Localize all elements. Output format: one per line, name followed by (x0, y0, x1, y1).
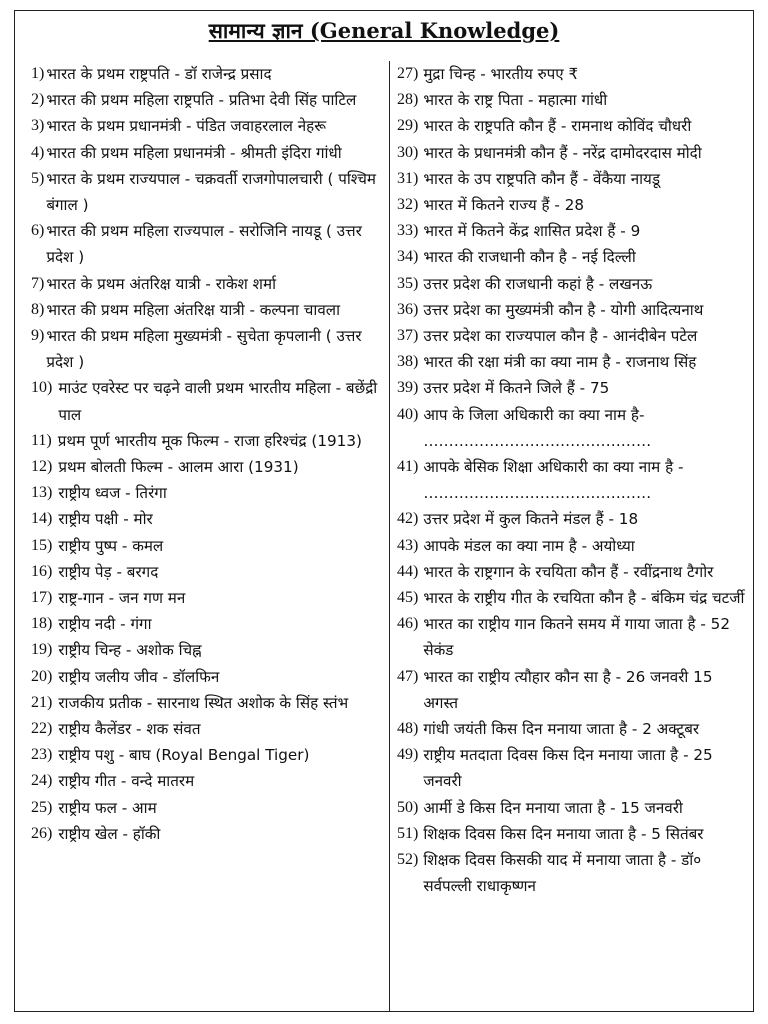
list-item (31, 821, 383, 847)
item-text: शिक्षक दिवस किसकी याद में मनाया जाता है - डॉ० सर्वपल्ली राधाकृष्णन (423, 851, 702, 896)
item-number: 9) (31, 327, 45, 345)
content-columns (15, 61, 753, 1011)
item-text: राजकीय प्रतीक - सारनाथ स्थित अशोक के सिंह स्तंभ (58, 693, 349, 712)
item-text: राष्ट्रीय नदी - गंगा (58, 615, 152, 634)
item-text: आपके मंडल का क्या नाम है - अयोध्या (423, 536, 635, 555)
list-item (397, 87, 747, 113)
item-text: राष्ट्रीय पशु - बाघ (Royal Bengal Tiger) (58, 746, 310, 765)
item-number: 18) (31, 615, 53, 633)
item-text: उत्तर प्रदेश का मुख्यमंत्री कौन है - योगी आदित्यनाथ (423, 300, 704, 319)
item-text: भारत के प्रथम राज्यपाल - चक्रवर्ती राजगोपालचारी ( पश्चिम बंगाल ) (46, 169, 376, 215)
list-item (397, 559, 747, 585)
list-item (397, 140, 747, 166)
item-text: राष्ट्रीय मतदाता दिवस किस दिन मनाया जाता है - 25 जनवरी (423, 746, 713, 791)
item-number: 52) (397, 851, 419, 869)
item-text: भारत की प्रथम महिला प्रधानमंत्री - श्रीमती इंदिरा गांधी (46, 143, 342, 162)
list-item (397, 218, 747, 244)
list-item (31, 480, 383, 506)
item-number: 7) (31, 274, 45, 292)
list-item (397, 192, 747, 218)
item-text: उत्तर प्रदेश का राज्यपाल कौन है - आनंदीबेन पटेल (423, 327, 698, 346)
item-text: मुद्रा चिन्ह - भारतीय रुपए ₹ (423, 65, 579, 83)
list-item (397, 375, 747, 401)
column-divider (389, 61, 390, 1011)
item-number: 23) (31, 746, 53, 764)
item-number: 31) (397, 169, 419, 187)
item-number: 34) (397, 248, 419, 266)
item-text: आप के जिला अधिकारी का क्या नाम है- ……………………………………… (423, 405, 652, 450)
list-item (397, 585, 747, 611)
list-item (397, 611, 747, 663)
item-text: उत्तर प्रदेश में कुल कितने मंडल हैं - 18 (423, 510, 639, 529)
item-number: 8) (31, 300, 45, 318)
list-item (31, 140, 383, 166)
list-item (397, 349, 747, 375)
item-text: भारत में कितने राज्य हैं - 28 (423, 196, 585, 215)
item-text: प्रथम बोलती फिल्म - आलम आरा (1931) (58, 458, 299, 477)
item-number: 37) (397, 327, 419, 345)
item-number: 44) (397, 562, 419, 580)
list-item (397, 61, 747, 87)
item-text: भारत की रक्षा मंत्री का क्या नाम है - राजनाथ सिंह (423, 353, 697, 372)
item-text: भारत की प्रथम महिला अंतरिक्ष यात्री - कल्पना चावला (46, 300, 341, 319)
item-text: शिक्षक दिवस किस दिन मनाया जाता है - 5 सितंबर (423, 824, 704, 843)
item-number: 10) (31, 379, 53, 397)
item-text: भारत के राष्ट्रीय गीत के रचयिता कौन है - बंकिम चंद्र चटर्जी (423, 589, 745, 608)
list-item (397, 244, 747, 270)
right-column (397, 61, 747, 900)
item-number: 15) (31, 536, 53, 554)
item-text: राष्ट्रीय गीत - वन्दे मातरम (58, 772, 195, 791)
item-text: राष्ट्रीय पुष्प - कमल (58, 536, 164, 555)
item-number: 13) (31, 484, 53, 502)
item-number: 46) (397, 615, 419, 633)
item-number: 38) (397, 353, 419, 371)
item-text: गांधी जयंती किस दिन मनाया जाता है - 2 अक्टूबर (423, 720, 700, 739)
item-number: 45) (397, 589, 419, 607)
left-column (31, 61, 383, 847)
item-number: 33) (397, 222, 419, 240)
item-number: 41) (397, 458, 419, 476)
item-number: 16) (31, 562, 53, 580)
list-item (31, 166, 383, 218)
item-number: 4) (31, 143, 45, 161)
item-number: 30) (397, 143, 419, 161)
item-text: उत्तर प्रदेश की राजधानी कहां है - लखनऊ (423, 274, 653, 293)
item-number: 1) (31, 65, 45, 82)
item-text: राष्ट्र-गान - जन गण मन (58, 589, 186, 608)
list-item (397, 821, 747, 847)
item-number: 6) (31, 222, 45, 240)
item-number: 43) (397, 536, 419, 554)
item-text: राष्ट्रीय फल - आम (58, 798, 157, 817)
item-text: भारत की प्रथम महिला मुख्यमंत्री - सुचेता कृपलानी ( उत्तर प्रदेश ) (46, 327, 362, 372)
gk-sheet (14, 10, 754, 1012)
item-text: भारत की प्रथम महिला राष्ट्रपति - प्रतिभा देवी सिंह पाटिल (46, 91, 357, 110)
list-item (31, 323, 383, 375)
item-number: 3) (31, 117, 45, 135)
item-text: भारत के राष्ट्रपति कौन हैं - रामनाथ कोविंद चौधरी (423, 117, 692, 136)
list-item (31, 271, 383, 297)
item-text: भारत की राजधानी कौन है - नई दिल्ली (423, 248, 636, 267)
item-text: आपके बेसिक शिक्षा अधिकारी का क्या नाम है - ……………………………………… (423, 458, 684, 503)
list-item (31, 559, 383, 585)
item-number: 51) (397, 824, 419, 842)
list-item (397, 271, 747, 297)
item-text: प्रथम पूर्ण भारतीय मूक फिल्म - राजा हरिश्चंद्र (1913) (57, 431, 362, 450)
item-number: 14) (31, 510, 53, 528)
item-number: 19) (31, 641, 53, 659)
list-item (31, 428, 383, 454)
item-number: 47) (397, 667, 419, 685)
item-text: आर्मी डे किस दिन मनाया जाता है - 15 जनवरी (423, 798, 683, 817)
list-item (397, 664, 747, 716)
item-number: 25) (31, 798, 53, 816)
item-number: 36) (397, 300, 419, 318)
item-text: राष्ट्रीय ध्वज - तिरंगा (58, 484, 167, 503)
list-item (397, 297, 747, 323)
item-text: राष्ट्रीय जलीय जीव - डॉलफिन (58, 667, 220, 686)
list-item (31, 664, 383, 690)
list-item (31, 611, 383, 637)
item-text: भारत के राष्ट्र पिता - महात्मा गांधी (423, 91, 608, 110)
item-number: 50) (397, 798, 419, 816)
item-number: 5) (31, 169, 45, 187)
item-text: भारत के प्रथम प्रधानमंत्री - पंडित जवाहरलाल नेहरू (46, 117, 327, 136)
list-item (31, 113, 383, 139)
list-item (397, 795, 747, 821)
item-text: राष्ट्रीय चिन्ह - अशोक चिह्न (58, 641, 202, 660)
page-title: सामान्य ज्ञान (General Knowledge) (208, 18, 560, 43)
item-text: भारत के राष्ट्रगान के रचयिता कौन हैं - रवींद्रनाथ टैगोर (423, 562, 714, 581)
list-item (397, 533, 747, 559)
item-number: 21) (31, 693, 53, 711)
item-number: 40) (397, 405, 419, 423)
list-item (31, 742, 383, 768)
list-item (397, 847, 747, 899)
list-item (31, 87, 383, 113)
item-text: भारत के प्रथम राष्ट्रपति - डॉ राजेन्द्र प्रसाद (46, 65, 272, 83)
item-number: 2) (31, 91, 45, 109)
item-text: माउंट एवरेस्ट पर चढ़ने वाली प्रथम भारतीय महिला - बछेंद्री पाल (58, 379, 378, 424)
item-text: भारत में कितने केंद्र शासित प्रदेश हैं - 9 (423, 222, 641, 241)
item-number: 28) (397, 91, 419, 109)
item-number: 20) (31, 667, 53, 685)
list-item (31, 637, 383, 663)
item-text: भारत की प्रथम महिला राज्यपाल - सरोजिनि नायडू ( उत्तर प्रदेश ) (46, 222, 362, 267)
item-number: 27) (397, 65, 419, 82)
item-text: भारत का राष्ट्रीय त्यौहार कौन सा है - 26 जनवरी 15 अगस्त (423, 667, 713, 712)
item-text: राष्ट्रीय खेल - हॉकी (58, 824, 161, 843)
item-number: 49) (397, 746, 419, 764)
item-number: 22) (31, 720, 53, 738)
item-number: 48) (397, 720, 419, 738)
list-item (31, 297, 383, 323)
item-text: भारत के प्रधानमंत्री कौन हैं - नरेंद्र दामोदरदास मोदी (423, 143, 702, 162)
list-item (31, 454, 383, 480)
item-number: 39) (397, 379, 419, 397)
list-item (31, 768, 383, 794)
item-text: राष्ट्रीय पेड़ - बरगद (58, 562, 159, 581)
list-item (31, 61, 383, 87)
item-number: 42) (397, 510, 419, 528)
item-text: भारत के प्रथम अंतरिक्ष यात्री - राकेश शर्मा (46, 274, 277, 293)
list-item (31, 506, 383, 532)
list-item (31, 716, 383, 742)
list-item (397, 402, 747, 454)
list-item (397, 454, 747, 506)
item-text: राष्ट्रीय पक्षी - मोर (58, 510, 153, 529)
item-number: 32) (397, 196, 419, 214)
list-item (397, 506, 747, 532)
item-number: 29) (397, 117, 419, 135)
list-item (397, 716, 747, 742)
item-text: भारत का राष्ट्रीय गान कितने समय में गाया जाता है - 52 सेकंड (423, 615, 730, 660)
item-text: राष्ट्रीय कैलेंडर - शक संवत (58, 720, 201, 739)
item-number: 12) (31, 458, 53, 476)
list-item (31, 585, 383, 611)
list-item (397, 113, 747, 139)
list-item (397, 742, 747, 794)
list-item (31, 533, 383, 559)
list-item (31, 218, 383, 270)
item-number: 24) (31, 772, 53, 790)
list-item (397, 166, 747, 192)
item-text: भारत के उप राष्ट्रपति कौन हैं - वेंकैया नायडू (423, 169, 660, 188)
list-item (31, 690, 383, 716)
list-item (31, 375, 383, 427)
item-text: उत्तर प्रदेश में कितने जिले हैं - 75 (423, 379, 610, 398)
item-number: 26) (31, 824, 53, 842)
list-item (31, 795, 383, 821)
item-number: 35) (397, 274, 419, 292)
item-number: 17) (31, 589, 53, 607)
list-item (397, 323, 747, 349)
item-number: 11) (31, 431, 52, 449)
